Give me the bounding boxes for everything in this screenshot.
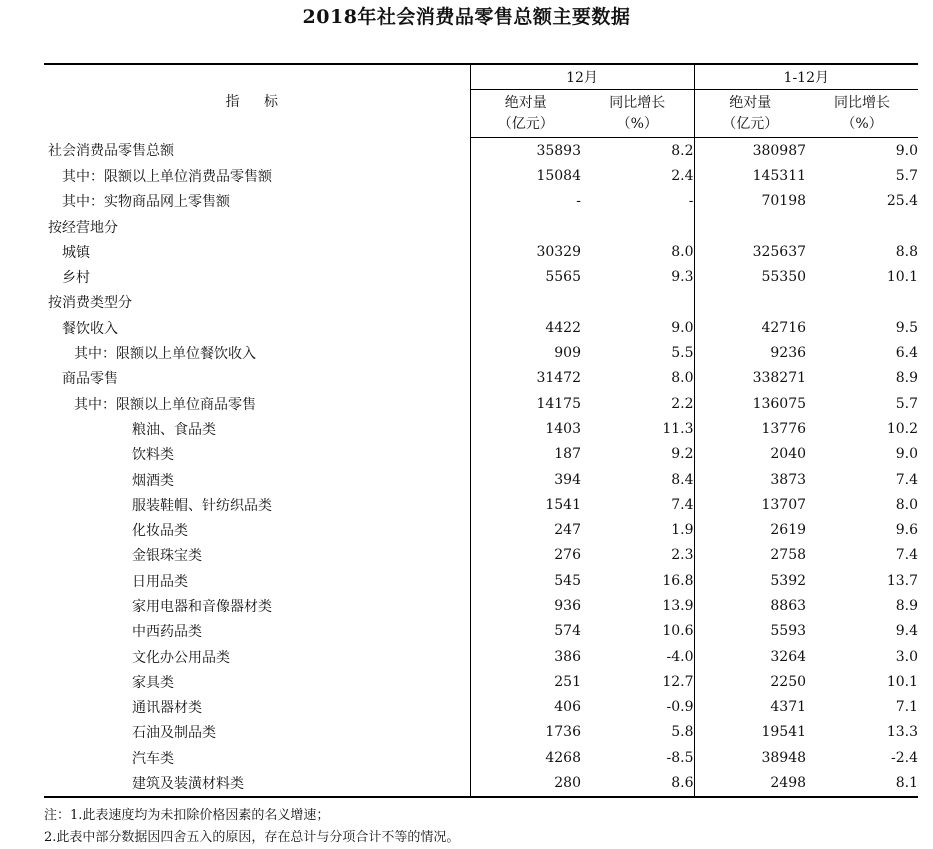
table-row xyxy=(44,442,918,467)
ytd-abs-cell: 2040 xyxy=(694,442,806,467)
page-title: 2018年社会消费品零售总额主要数据 xyxy=(302,6,631,28)
row-label: 烟酒类 xyxy=(132,472,174,489)
row-label: 建筑及装潢材料类 xyxy=(44,770,470,796)
dec-abs-cell xyxy=(470,214,581,239)
ytd-growth-cell: 3.0 xyxy=(895,648,919,665)
ytd-growth-cell: 13.3 xyxy=(886,724,919,741)
ytd-growth-cell: 8.9 xyxy=(895,597,919,614)
ytd-growth-cell: 9.0 xyxy=(895,142,919,159)
dec-abs-cell: 909 xyxy=(470,340,581,365)
ytd-growth-cell: 7.1 xyxy=(895,699,919,716)
dec-growth-cell: 8.0 xyxy=(671,243,694,260)
row-label: 化妆品类 xyxy=(132,523,188,540)
dec-abs-cell: 1736 xyxy=(470,720,581,745)
dec-abs-cell: 4422 xyxy=(470,315,581,340)
ytd-growth-cell: 7.4 xyxy=(895,547,919,564)
indicator-header: 指 标 xyxy=(44,64,470,138)
dec-growth-cell xyxy=(581,290,694,315)
row-label: 饮料类 xyxy=(132,447,174,464)
ytd-growth-cell xyxy=(806,290,918,315)
ytd-growth-cell: 5.7 xyxy=(895,395,919,412)
row-label: 其中：限额以上单位餐饮收入 xyxy=(74,346,256,363)
dec-growth-cell: 7.4 xyxy=(671,496,694,513)
ytd-abs-cell xyxy=(694,290,806,315)
dec-growth-cell: -8.5 xyxy=(666,749,694,766)
dec-abs-cell: 15084 xyxy=(470,163,581,188)
abs-label-line1: 绝对量 xyxy=(729,94,772,111)
dec-growth-cell: -0.9 xyxy=(666,699,694,716)
dec-abs-cell: 1403 xyxy=(470,416,581,441)
table-body xyxy=(44,138,918,797)
dec-growth-cell: 9.2 xyxy=(671,446,694,463)
dec-abs-cell: 4268 xyxy=(470,745,581,770)
ytd-abs-cell: 338271 xyxy=(694,366,806,391)
dec-abs-cell xyxy=(470,290,581,315)
table-row xyxy=(44,214,918,239)
table-row xyxy=(44,695,918,720)
ytd-abs-cell: 136075 xyxy=(694,391,806,416)
growth-label-line2: （%） xyxy=(616,115,658,132)
dec-growth-cell: 13.9 xyxy=(662,597,694,614)
table-row xyxy=(44,593,918,618)
table-row xyxy=(44,416,918,441)
ytd-abs-cell: 13776 xyxy=(694,416,806,441)
dec-growth-cell: 9.3 xyxy=(671,269,694,286)
table-row xyxy=(44,239,918,264)
dec-growth-cell: 2.4 xyxy=(671,167,694,184)
row-label: 按消费类型分 xyxy=(48,295,132,312)
table-row xyxy=(44,189,918,214)
dec-abs-cell: 187 xyxy=(470,442,581,467)
ytd-abs-cell: 5392 xyxy=(694,568,806,593)
dec-growth-cell: 1.9 xyxy=(671,522,694,539)
ytd-growth-cell: 8.8 xyxy=(895,243,919,260)
row-label: 粮油、食品类 xyxy=(132,421,216,438)
dec-abs-cell: 30329 xyxy=(470,239,581,264)
table-row xyxy=(44,745,918,770)
footnote-2: 2.此表中部分数据因四舍五入的原因，存在总计与分项合计不等的情况。 xyxy=(44,830,460,845)
ytd-abs-cell: 3264 xyxy=(694,644,806,669)
dec-growth-cell: 11.3 xyxy=(662,420,694,437)
dec-growth-cell: 8.4 xyxy=(671,471,694,488)
dec-abs-cell: 394 xyxy=(470,467,581,492)
ytd-abs-cell: 2498 xyxy=(694,770,806,796)
dec-group-header: 12月 xyxy=(470,64,694,90)
ytd-growth-cell: 10.1 xyxy=(886,269,919,286)
table-row xyxy=(44,163,918,188)
ytd-abs-cell: 19541 xyxy=(694,720,806,745)
ytd-growth-cell: 10.1 xyxy=(886,673,919,690)
dec-abs-header xyxy=(470,90,581,138)
dec-growth-cell: - xyxy=(688,193,694,210)
dec-abs-cell: 247 xyxy=(470,517,581,542)
table-row xyxy=(44,619,918,644)
header-row-groups xyxy=(44,64,918,90)
row-label: 其中：实物商品网上零售额 xyxy=(62,194,230,211)
table-row xyxy=(44,669,918,694)
table-row xyxy=(44,720,918,745)
table-row xyxy=(44,138,918,164)
table-row xyxy=(44,644,918,669)
row-label: 家具类 xyxy=(132,674,174,691)
row-label: 日用品类 xyxy=(132,573,188,590)
row-label: 通讯器材类 xyxy=(132,700,202,717)
table-row xyxy=(44,391,918,416)
ytd-abs-cell: 55350 xyxy=(694,264,806,289)
dec-abs-cell: 280 xyxy=(470,770,581,796)
ytd-abs-header xyxy=(694,90,806,138)
dec-abs-cell: 5565 xyxy=(470,264,581,289)
row-label: 按经营地分 xyxy=(48,219,118,236)
dec-abs-cell: 251 xyxy=(470,669,581,694)
ytd-abs-cell: 380987 xyxy=(694,138,806,164)
ytd-abs-cell: 38948 xyxy=(694,745,806,770)
row-label: 中西药品类 xyxy=(132,624,202,641)
ytd-growth-header xyxy=(806,90,918,138)
ytd-abs-cell: 145311 xyxy=(694,163,806,188)
dec-growth-cell: 5.5 xyxy=(671,345,694,362)
dec-growth-cell: 9.0 xyxy=(671,319,694,336)
ytd-abs-cell xyxy=(694,214,806,239)
table-row xyxy=(44,517,918,542)
dec-abs-cell: 35893 xyxy=(470,138,581,164)
ytd-abs-cell: 8863 xyxy=(694,593,806,618)
row-label: 其中：限额以上单位商品零售 xyxy=(74,396,256,413)
dec-growth-header xyxy=(581,90,694,138)
ytd-abs-cell: 2619 xyxy=(694,517,806,542)
ytd-abs-cell: 70198 xyxy=(694,189,806,214)
ytd-abs-cell: 2758 xyxy=(694,543,806,568)
dec-abs-cell: 936 xyxy=(470,593,581,618)
ytd-growth-cell: 6.4 xyxy=(895,345,919,362)
dec-abs-cell: 14175 xyxy=(470,391,581,416)
row-label: 家用电器和音像器材类 xyxy=(132,598,272,615)
ytd-abs-cell: 42716 xyxy=(694,315,806,340)
ytd-growth-cell: 5.7 xyxy=(895,167,919,184)
footnotes xyxy=(44,805,459,849)
table-row xyxy=(44,290,918,315)
dec-abs-cell: 276 xyxy=(470,543,581,568)
ytd-growth-cell: 8.9 xyxy=(895,370,919,387)
table-row xyxy=(44,315,918,340)
dec-growth-cell: 16.8 xyxy=(662,572,694,589)
ytd-abs-cell: 4371 xyxy=(694,695,806,720)
row-label: 其中：限额以上单位消费品零售额 xyxy=(62,168,272,185)
ytd-growth-cell: 13.7 xyxy=(886,572,919,589)
row-label: 金银珠宝类 xyxy=(132,548,202,565)
ytd-abs-cell: 5593 xyxy=(694,619,806,644)
dec-growth-cell: 2.2 xyxy=(671,395,694,412)
dec-growth-cell: 8.6 xyxy=(581,770,694,796)
table-row xyxy=(44,770,918,796)
table-row xyxy=(44,340,918,365)
ytd-growth-cell: 8.0 xyxy=(895,496,919,513)
dec-abs-cell: 574 xyxy=(470,619,581,644)
ytd-abs-cell: 9236 xyxy=(694,340,806,365)
ytd-abs-cell: 325637 xyxy=(694,239,806,264)
row-label: 石油及制品类 xyxy=(132,725,216,742)
dec-growth-cell: 2.3 xyxy=(671,547,694,564)
ytd-growth-cell: 7.4 xyxy=(895,471,919,488)
growth-label-line1: 同比增长 xyxy=(609,94,666,111)
dec-abs-cell: 386 xyxy=(470,644,581,669)
ytd-growth-cell xyxy=(806,214,918,239)
dec-abs-cell: - xyxy=(470,189,581,214)
row-label: 商品零售 xyxy=(62,371,118,388)
ytd-growth-cell: 25.4 xyxy=(886,193,919,210)
ytd-growth-cell: 9.5 xyxy=(895,319,919,336)
growth-label-line1: 同比增长 xyxy=(834,94,891,111)
row-label: 社会消费品零售总额 xyxy=(48,143,174,160)
table-row xyxy=(44,366,918,391)
retail-sales-table xyxy=(44,63,918,798)
abs-label-line2: （亿元） xyxy=(497,115,554,132)
ytd-abs-cell: 13707 xyxy=(694,492,806,517)
dec-growth-cell: 8.0 xyxy=(671,370,694,387)
abs-label-line2: （亿元） xyxy=(722,115,779,132)
row-label: 文化办公用品类 xyxy=(132,649,230,666)
dec-growth-cell: 10.6 xyxy=(662,623,694,640)
ytd-group-header: 1-12月 xyxy=(694,64,918,90)
footnote-1: 注：1.此表速度均为未扣除价格因素的名义增速； xyxy=(44,808,330,823)
table-row xyxy=(44,543,918,568)
ytd-growth-cell: 9.6 xyxy=(895,522,919,539)
dec-abs-cell: 545 xyxy=(470,568,581,593)
ytd-growth-cell: 9.4 xyxy=(895,623,919,640)
dec-growth-cell: 12.7 xyxy=(662,673,694,690)
dec-growth-cell: 8.2 xyxy=(671,142,694,159)
dec-growth-cell: 5.8 xyxy=(671,724,694,741)
ytd-growth-cell: 10.2 xyxy=(886,420,919,437)
ytd-growth-cell: -2.4 xyxy=(891,749,919,766)
dec-growth-cell: -4.0 xyxy=(666,648,694,665)
dec-abs-cell: 31472 xyxy=(470,366,581,391)
ytd-abs-cell: 2250 xyxy=(694,669,806,694)
row-label: 乡村 xyxy=(62,270,90,287)
ytd-abs-cell: 3873 xyxy=(694,467,806,492)
dec-growth-cell xyxy=(581,214,694,239)
table-row xyxy=(44,467,918,492)
growth-label-line2: （%） xyxy=(841,115,883,132)
table-row xyxy=(44,264,918,289)
row-label: 汽车类 xyxy=(132,750,174,767)
dec-abs-cell: 1541 xyxy=(470,492,581,517)
row-label: 服装鞋帽、针纺织品类 xyxy=(132,497,272,514)
row-label: 餐饮收入 xyxy=(62,320,118,337)
dec-abs-cell: 406 xyxy=(470,695,581,720)
ytd-growth-cell: 9.0 xyxy=(895,446,919,463)
table-row xyxy=(44,492,918,517)
ytd-growth-cell: 8.1 xyxy=(806,770,918,796)
row-label: 城镇 xyxy=(62,244,90,261)
abs-label-line1: 绝对量 xyxy=(504,94,547,111)
table-row xyxy=(44,568,918,593)
